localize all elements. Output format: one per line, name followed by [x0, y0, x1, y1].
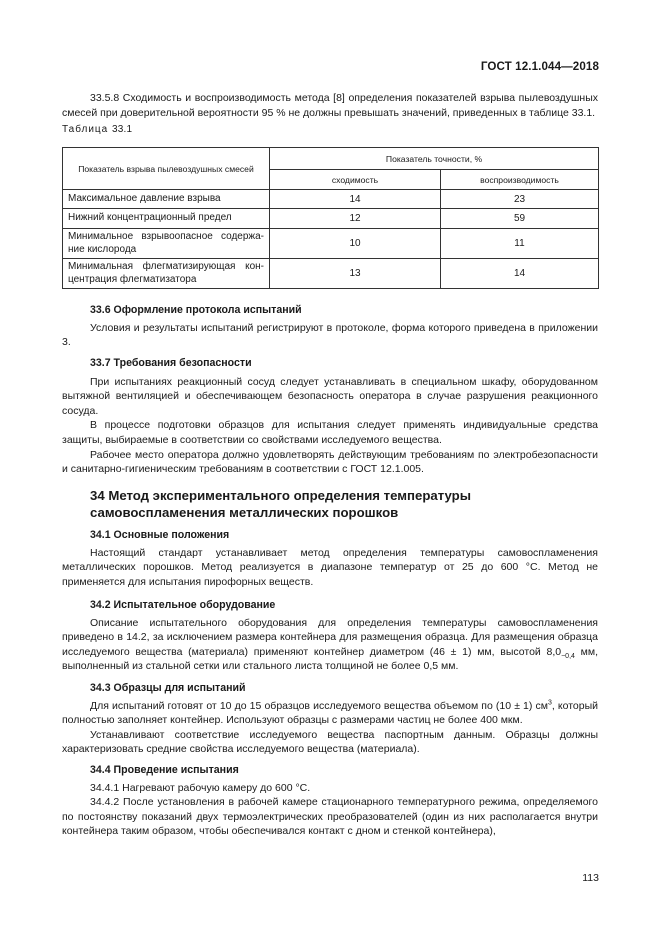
section-34-3 [62, 681, 598, 757]
paragraph: Настоящий стандарт устанавливает метод определения температуры самовоспламенения металлических порошков. Метод реализуется в диапазоне температур от 25 до 600 °С. Метод не применяется для испытания пирофорных веществ. [62, 546, 598, 588]
table-cell-reproducibility: 59 [441, 209, 599, 229]
table-cell-name: Минимальная флегматизирующая кон-центрация флегматизатора [63, 259, 270, 289]
table-row [63, 209, 599, 229]
table-header-reproducibility: воспроизводимость [441, 170, 599, 190]
table-cell-convergence: 10 [270, 229, 441, 259]
table-row [63, 229, 599, 259]
section-34-4 [62, 763, 598, 839]
section-heading: 34.4 Проведение испытания [90, 764, 239, 776]
standard-header: ГОСТ 12.1.044—2018 [480, 60, 599, 73]
paragraph-text: мм, выполненный из стальной сетки или стального листа толщиной не более 0,5 мм. [62, 645, 598, 673]
paragraph: Условия и результаты испытаний регистрируют в протоколе, форма которого приведена в приложении 3. [62, 321, 598, 349]
chapter-heading-line: 34 Метод экспериментального определения температуры [90, 488, 471, 503]
table-caption-word: Таблица [62, 124, 109, 135]
paragraph: В процессе подготовки образцов для испытания следует применять индивидуальные средства защиты, выбираемые в соответствии со свойствами исследуемого вещества. [62, 419, 598, 446]
precision-table [62, 147, 599, 289]
table-cell-reproducibility: 23 [441, 190, 599, 209]
table-header-group: Показатель точности, % [270, 148, 599, 170]
paragraph [62, 699, 598, 728]
table-header-main: Показатель взрыва пылевоздушных смесей [63, 148, 270, 190]
table-cell-reproducibility: 11 [441, 229, 599, 259]
table-cell-convergence: 14 [270, 190, 441, 209]
paragraph-text: Описание испытательного оборудования для определения температуры самовоспламенения приведено в 14.2, за исключением размера контейнера для размещения образца. Для размещения образца исследуемого вещества (материала) применяют контейнер диаметром (46 ± 1) мм, высотой 8,0 [62, 616, 598, 658]
table-caption [62, 124, 132, 135]
paragraph: При испытаниях реакционный сосуд следует устанавливать в специальном шкафу, оборудованном вытяжной вентиляцией и обеспечивающем безопасность оператора в случае разрушения реакционного сосуда. [62, 375, 598, 417]
paragraph: Устанавливают соответствие исследуемого вещества паспортным данным. Образцы должны характеризовать средние свойства исследуемого вещества (материала). [62, 728, 598, 756]
table-cell-name: Нижний концентрационный предел [63, 209, 270, 229]
chapter-heading-line: самовоспламенения металлических порошков [90, 504, 399, 520]
table-row [63, 190, 599, 209]
section-34-title [62, 488, 598, 521]
page-number: 113 [582, 872, 599, 884]
section-33-6 [62, 303, 598, 350]
table-header-convergence: сходимость [270, 170, 441, 190]
table-caption-number: 33.1 [112, 124, 133, 135]
intro-paragraph: 33.5.8 Сходимость и воспроизводимость метода [8] определения показателей взрыва пылевоздушных смесей при доверительной вероятности 95 % не должны превышать значений, приведенных в таблице 33.1. [62, 92, 598, 119]
section-heading: 34.2 Испытательное оборудование [90, 599, 276, 611]
unit-superscript: 3 [547, 699, 552, 707]
table-cell-reproducibility: 14 [441, 259, 599, 289]
paragraph: Рабочее место оператора должно удовлетворять действующим требованиям по электробезопасности и санитарно-гигиеническим требованиям в соответствии с ГОСТ 12.1.005. [62, 448, 598, 476]
table-cell-name: Минимальное взрывоопасное содержа-ние кислорода [63, 229, 270, 259]
paragraph-text: , который полностью заполняет контейнер. Используют образцы с размерами частиц не более 400 мкм. [62, 699, 598, 727]
table-cell-convergence: 13 [270, 259, 441, 289]
section-33-7 [62, 356, 598, 477]
table-cell-name: Максимальное давление взрыва [63, 190, 270, 209]
section-heading: 33.6 Оформление протокола испытаний [90, 304, 302, 316]
tolerance-subscript: −0,4 [561, 652, 575, 660]
section-heading: 34.3 Образцы для испытаний [90, 682, 246, 694]
table-row [63, 259, 599, 289]
section-34-2 [62, 598, 598, 674]
paragraph [62, 616, 598, 674]
paragraph-text: Для испытаний готовят от 10 до 15 образцов исследуемого вещества объемом по (10 ± 1) см [90, 699, 548, 712]
paragraph: 34.4.1 Нагревают рабочую камеру до 600 °С. [90, 781, 311, 794]
section-heading: 34.1 Основные положения [90, 529, 230, 541]
table-cell-convergence: 12 [270, 209, 441, 229]
paragraph: 34.4.2 После установления в рабочей камере стационарного температурного режима, определяемого по постоянству показаний двух термоэлектрических преобразователей (один из них располагается внутри контейнера таким образом, чтобы обеспечивался контакт с дном и стенкой контейнера), [62, 796, 598, 838]
section-34-1 [62, 528, 598, 589]
section-heading: 33.7 Требования безопасности [90, 357, 252, 369]
